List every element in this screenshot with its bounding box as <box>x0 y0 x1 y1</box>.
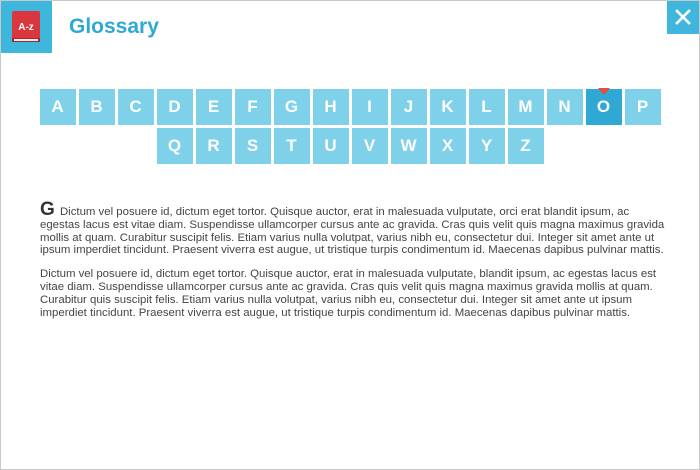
paragraph-1-text: Dictum vel posuere id, dictum eget tortor. Quisque auctor, erat in malesuada vulputate, orci erat blandit ipsum, ac egestas lacus est vitae diam. Suspendisse ullamcorper cursus ante ac gravida. Cras quis velit quis magna maximus gravida mollis at quam. Curabitur suscipit felis. Etiam varius nulla volutpat, varius nibh eu, consectetur dui. Integer sit amet ante ut ipsum imperdiet tincidunt. Praesent viverra est augue, ut tristique turpis condimentum id. Maecenas dapibus pulvinar mattis. <box>40 206 665 257</box>
letter-c-button[interactable]: C <box>118 89 154 125</box>
letter-i-button[interactable]: I <box>352 89 388 125</box>
letter-h-button[interactable]: H <box>313 89 349 125</box>
letter-g-button[interactable]: G <box>274 89 310 125</box>
letter-z-button[interactable]: Z <box>508 128 544 164</box>
letter-q-button[interactable]: Q <box>157 128 193 164</box>
letter-e-button[interactable]: E <box>196 89 232 125</box>
close-button[interactable] <box>667 1 699 34</box>
letter-b-button[interactable]: B <box>79 89 115 125</box>
logo-box <box>1 1 52 53</box>
letter-t-button[interactable]: T <box>274 128 310 164</box>
letter-k-button[interactable]: K <box>430 89 466 125</box>
letter-u-button[interactable]: U <box>313 128 349 164</box>
letter-x-button[interactable]: X <box>430 128 466 164</box>
paragraph-2: Dictum vel posuere id, dictum eget tortor. Quisque auctor, erat in malesuada vulputate, blandit ipsum, ac egestas lacus est vitae diam. Suspendisse ullamcorper cursus ante ac gravida. Cras quis velit quis magna maximus gravida mollis at quam. Curabitur quis suscipit felis. Etiam varius nulla volutpat, varius nibh eu, consectetur dui. Integer sit amet ante ut ipsum imperdiet tincidunt. Praesent viverra est augue, ut tristique turpis condimentum id. Maecenas dapibus pulvinar mattis. <box>40 268 657 319</box>
letter-m-button[interactable]: M <box>508 89 544 125</box>
dropcap-letter: G <box>40 199 55 220</box>
letter-p-button[interactable]: P <box>625 89 661 125</box>
letter-a-button[interactable]: A <box>40 89 76 125</box>
page-title: Glossary <box>69 15 159 38</box>
alphabet-row-2 <box>1 128 699 164</box>
letter-j-button[interactable]: J <box>391 89 427 125</box>
glossary-content <box>40 199 670 330</box>
paragraph-1 <box>40 199 670 257</box>
letter-l-button[interactable]: L <box>469 89 505 125</box>
a-z-book-icon <box>12 11 40 42</box>
letter-f-button[interactable]: F <box>235 89 271 125</box>
letter-d-button[interactable]: D <box>157 89 193 125</box>
letter-o-button[interactable]: O <box>586 89 622 125</box>
header <box>1 1 699 53</box>
letter-y-button[interactable]: Y <box>469 128 505 164</box>
alphabet-row-1 <box>1 89 699 125</box>
letter-n-button[interactable]: N <box>547 89 583 125</box>
close-icon <box>675 9 691 25</box>
letter-s-button[interactable]: S <box>235 128 271 164</box>
letter-w-button[interactable]: W <box>391 128 427 164</box>
alphabet-index <box>1 89 699 167</box>
letter-r-button[interactable]: R <box>196 128 232 164</box>
svg-text:A-z: A-z <box>18 22 34 33</box>
letter-v-button[interactable]: V <box>352 128 388 164</box>
